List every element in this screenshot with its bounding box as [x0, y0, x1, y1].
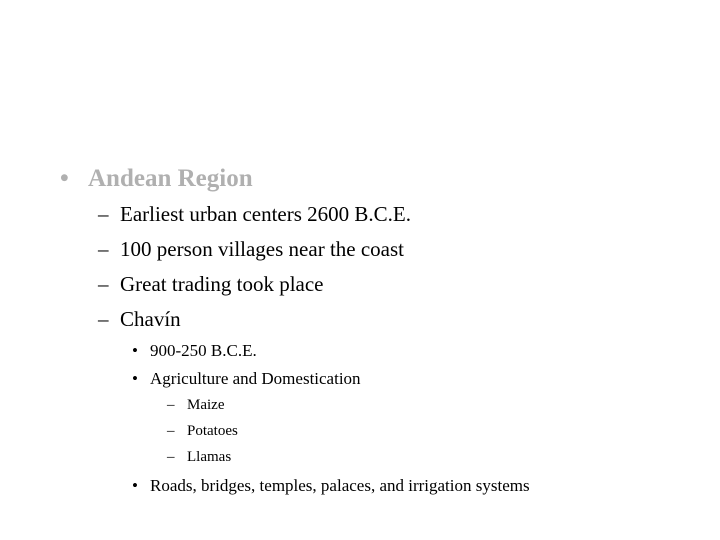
- dash-bullet: –: [98, 307, 109, 331]
- list-item-text: 900-250 B.C.E.: [150, 341, 257, 360]
- dot-bullet: •: [132, 476, 138, 495]
- list-item-text: 100 person villages near the coast: [120, 237, 404, 261]
- list-item-text: Agriculture and Domestication: [150, 369, 361, 388]
- dash-bullet: –: [167, 397, 175, 413]
- dash-bullet: –: [98, 237, 109, 261]
- list-item-text: Roads, bridges, temples, palaces, and irrigation systems: [150, 476, 530, 495]
- dot-bullet: •: [132, 369, 138, 388]
- dash-bullet: –: [167, 423, 175, 439]
- list-item-text: Potatoes: [187, 423, 238, 439]
- list-item-text: Earliest urban centers 2600 B.C.E.: [120, 202, 412, 226]
- dash-bullet: –: [98, 272, 109, 296]
- list-item-text: Llamas: [187, 449, 232, 465]
- list-item-text: Chavín: [120, 307, 181, 331]
- dot-bullet: •: [132, 341, 138, 360]
- heading-bullet: •: [60, 165, 69, 192]
- list-item-text: Great trading took place: [120, 272, 324, 296]
- dash-bullet: –: [98, 202, 109, 226]
- dash-bullet: –: [167, 449, 175, 465]
- list-item-text: Maize: [187, 397, 225, 413]
- heading-text: Andean Region: [88, 165, 253, 192]
